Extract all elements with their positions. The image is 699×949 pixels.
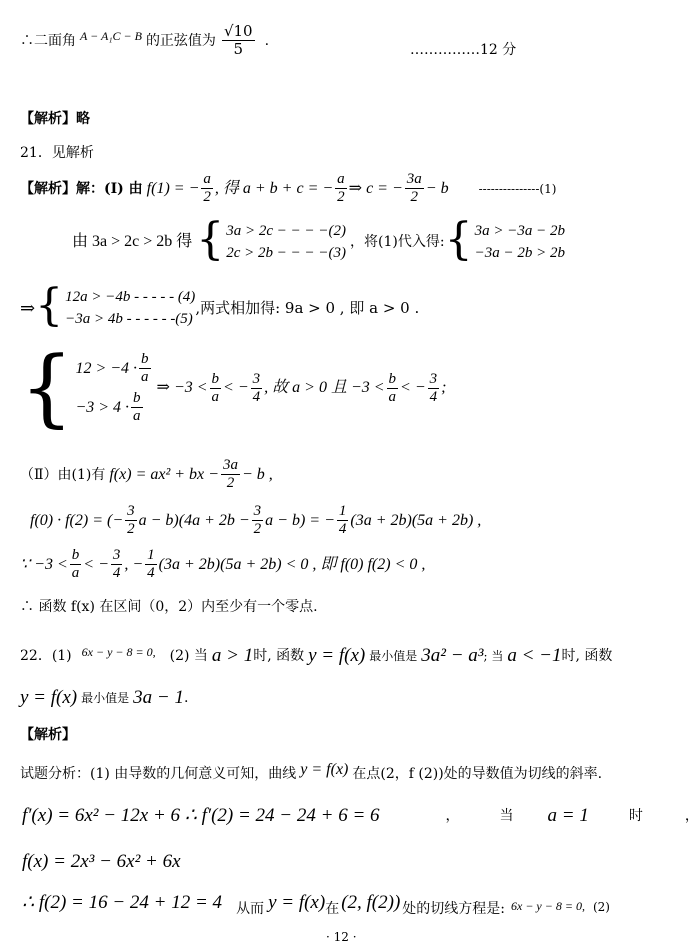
conclusion-line bbox=[20, 24, 269, 57]
q22-l4-e: 时 bbox=[628, 807, 643, 824]
q22-line4 bbox=[22, 805, 699, 826]
frac-num: b bbox=[133, 390, 141, 406]
q22-l6-e: (2, f(2)) bbox=[341, 892, 401, 913]
frac-num: 1 bbox=[338, 503, 347, 519]
q22-l4-b: ， bbox=[445, 807, 460, 824]
q21-l1-frac2 bbox=[335, 172, 347, 205]
q21-l5-pre: （Ⅱ）由(1)有 bbox=[20, 466, 106, 483]
conclusion-prefix: ∴二面角 bbox=[20, 32, 76, 49]
frac-den: 2 bbox=[253, 521, 262, 537]
q22-line5: f(x) = 2x³ − 6x² + 6x bbox=[22, 851, 181, 872]
q21-l6-d: (3a + 2b)(5a + 2b) , bbox=[350, 511, 482, 529]
system-row: 3a > −3a − 2b bbox=[474, 223, 565, 239]
q21-l4-row2 bbox=[75, 391, 152, 424]
row-expr: −3 > 4 · bbox=[75, 398, 130, 416]
q22-l1-e: y = f(x) bbox=[308, 645, 366, 666]
q21-l5-tail: − b , bbox=[241, 465, 273, 483]
q21-l1-frac3 bbox=[405, 172, 424, 205]
q21-l5-expr: f(x) = ax² + bx − bbox=[109, 465, 219, 483]
row-expr: 12 > −4 · bbox=[75, 359, 138, 377]
q21-l4-lt2: < − bbox=[400, 379, 426, 396]
q21-l7-a: ∵ −3 < bbox=[20, 555, 68, 573]
q21-l6-a: f(0) · f(2) = (− bbox=[30, 511, 124, 529]
frac-b-a-2 bbox=[387, 372, 399, 405]
q21-l4-mid: , 故 a > 0 且 −3 < bbox=[264, 379, 385, 396]
frac-b-a bbox=[210, 372, 222, 405]
q21-l7-b: < − bbox=[83, 555, 109, 573]
frac-den: 2 bbox=[203, 189, 211, 205]
q22-l6-c: y = f(x) bbox=[268, 892, 326, 913]
q22-l4-c: 当 bbox=[499, 807, 514, 824]
q22-l3-a: 试题分析：(1) 由导数的几何意义可知，曲线 bbox=[20, 766, 297, 782]
sine-value-num: √10 bbox=[223, 22, 253, 40]
frac-3-4-3 bbox=[111, 548, 123, 581]
frac-den: 2 bbox=[337, 189, 345, 205]
q22-l2-b: 最小值是 bbox=[81, 690, 130, 705]
dihedral-angle: A − A₁C − B bbox=[80, 28, 142, 43]
q22-l6-a: ∴ f(2) = 16 − 24 + 12 = 4 bbox=[22, 892, 223, 913]
q21-line4 bbox=[20, 338, 447, 437]
frac-num: 3a bbox=[406, 171, 422, 187]
sine-value bbox=[222, 24, 255, 57]
frac-den: 4 bbox=[429, 388, 438, 405]
q22-l4-f: ， bbox=[684, 807, 699, 824]
frac-num: 1 bbox=[147, 547, 155, 563]
system-row: −3a − 2b > 2b bbox=[474, 245, 565, 261]
frac-3-2-b bbox=[252, 504, 264, 537]
frac-den: 4 bbox=[252, 388, 261, 405]
frac-den: 2 bbox=[410, 189, 419, 205]
q21-heading: 21．见解析 bbox=[20, 145, 94, 161]
q21-l1-arrow: ⇒ c = − bbox=[348, 179, 403, 197]
frac-den: 4 bbox=[147, 565, 155, 581]
page-number: · 12 · bbox=[326, 930, 357, 944]
frac-num: 3 bbox=[252, 370, 261, 387]
q22-analysis-label: 【解析】 bbox=[20, 727, 76, 743]
q21-l7-d: (3a + 2b)(5a + 2b) < 0 , 即 f(0) f(2) < 0 , bbox=[158, 555, 426, 573]
q22-line1 bbox=[20, 646, 612, 665]
q21-line8: ∴ 函数 f(x) 在区间（0，2）内至少有一个零点. bbox=[20, 599, 318, 615]
left-brace-icon: { bbox=[444, 214, 473, 265]
frac-den: a bbox=[71, 565, 80, 581]
frac-num: a bbox=[203, 171, 211, 187]
frac-den: 2 bbox=[127, 521, 135, 537]
q21-l1-label: 【解析】解：(I) 由 bbox=[20, 180, 143, 197]
q21-l1-frac1 bbox=[201, 172, 213, 205]
q22-l1-b: (2) 当 bbox=[169, 647, 208, 664]
q21-l2-pre: 由 3a > 2c > 2b 得 bbox=[72, 233, 193, 250]
frac-1-4-b bbox=[145, 548, 157, 581]
q21-line1 bbox=[20, 172, 556, 205]
frac-3a-2 bbox=[221, 458, 240, 491]
frac-den: 4 bbox=[338, 521, 347, 537]
frac-3-4-2 bbox=[428, 372, 440, 405]
left-brace-icon: { bbox=[196, 214, 225, 265]
frac-num: a bbox=[337, 171, 345, 187]
q22-number: 22．(1) bbox=[20, 647, 72, 664]
q22-l1-g: 3a² − a³ bbox=[421, 645, 484, 666]
frac-num: b bbox=[141, 351, 149, 367]
q21-l3-arrow: ⇒ bbox=[20, 298, 36, 318]
q21-l6-c: a − b) = − bbox=[265, 511, 335, 529]
q22-eq1: 6x − y − 8 = 0, bbox=[81, 644, 156, 659]
q22-l3-c: 在点(2，f (2))处的导数值为切线的斜率. bbox=[352, 766, 603, 782]
q21-l6-b: a − b)(4a + 2b − bbox=[138, 511, 250, 529]
q21-l1-mid: , 得 a + b + c = − bbox=[214, 179, 334, 197]
left-brace-icon: { bbox=[20, 338, 74, 437]
score-note: ……………12 分 bbox=[410, 42, 517, 58]
q22-l6-d: 在 bbox=[325, 900, 340, 917]
q22-l3-b: y = f(x) bbox=[300, 761, 349, 778]
q21-l1-expr1: f(1) = − bbox=[146, 179, 200, 197]
frac-den: a bbox=[141, 369, 149, 385]
frac-b-a-3 bbox=[70, 548, 82, 581]
frac-den: 4 bbox=[112, 565, 121, 581]
q21-l1-note: ---------------(1) bbox=[478, 181, 557, 196]
q22-l6-f: 处的切线方程是: bbox=[402, 900, 505, 917]
frac-den: a bbox=[133, 408, 141, 424]
q21-l4-imp: ⇒ −3 < bbox=[156, 379, 208, 396]
q21-l4-end: ; bbox=[441, 379, 447, 396]
q21-system-b bbox=[444, 214, 565, 265]
sine-value-den: 5 bbox=[233, 40, 244, 58]
frac-3-2 bbox=[125, 504, 137, 537]
frac-num: b bbox=[71, 547, 80, 563]
q21-line7 bbox=[20, 548, 425, 581]
frac-num: 3 bbox=[127, 503, 135, 519]
q22-line3 bbox=[20, 761, 603, 782]
system-row: 3a > 2c − − − −(2) bbox=[226, 223, 347, 239]
left-brace-icon: { bbox=[35, 280, 64, 331]
q22-l4-a: f′(x) = 6x² − 12x + 6 ∴ f′(2) = 24 − 24 + 6 = 6 bbox=[22, 805, 380, 826]
q21-line6 bbox=[30, 504, 481, 537]
system-row: 2c > 2b − − − −(3) bbox=[226, 245, 347, 261]
frac-den: a bbox=[388, 388, 397, 405]
frac-num: 3 bbox=[112, 547, 121, 563]
q22-l1-d: 时, 函数 bbox=[253, 647, 305, 664]
q21-l1-tail: − b bbox=[425, 179, 449, 197]
q22-l1-h: ; 当 bbox=[483, 648, 504, 663]
frac-3-4 bbox=[251, 372, 263, 405]
q22-l2-d: . bbox=[183, 689, 189, 706]
q22-l2-a: y = f(x) bbox=[20, 687, 78, 708]
frac-num: 3 bbox=[429, 370, 438, 387]
q22-l1-j: 时, 函数 bbox=[561, 647, 613, 664]
q21-line2 bbox=[72, 214, 565, 265]
conclusion-end: . bbox=[264, 32, 270, 49]
frac-1-4 bbox=[337, 504, 349, 537]
q22-l6-g: 6x − y − 8 = 0, bbox=[511, 898, 585, 913]
q21-system-a bbox=[196, 214, 347, 265]
q21-l3-tail: ,两式相加得: 9a > 0 , 即 a > 0 . bbox=[195, 298, 420, 317]
q21-l2-mid: ，将(1)代入得: bbox=[350, 234, 445, 250]
q21-line5 bbox=[20, 458, 273, 491]
analysis-brief: 【解析】略 bbox=[20, 111, 90, 127]
system-row: −3a > 4b - - - - - -(5) bbox=[65, 311, 193, 327]
frac-num: b bbox=[211, 370, 220, 387]
q22-l4-d: a = 1 bbox=[547, 805, 589, 826]
q21-l7-c: , − bbox=[124, 555, 144, 573]
system-row: 12a > −4b - - - - - (4) bbox=[65, 289, 196, 305]
frac-num: 3 bbox=[253, 503, 262, 519]
frac-num: 3a bbox=[222, 457, 238, 473]
conclusion-mid: 的正弦值为 bbox=[145, 32, 216, 49]
q22-line2 bbox=[20, 688, 188, 707]
q21-line3 bbox=[20, 280, 420, 331]
q22-l6-h: (2) bbox=[592, 899, 610, 914]
frac-num: b bbox=[388, 370, 397, 387]
q22-l1-f: 最小值是 bbox=[369, 648, 418, 663]
q22-l6-b: 从而 bbox=[236, 900, 265, 917]
frac-den: a bbox=[211, 388, 220, 405]
q22-line6 bbox=[22, 892, 610, 917]
q21-system-c bbox=[35, 280, 196, 331]
q22-l1-c: a > 1 bbox=[211, 645, 254, 666]
q21-l4-row1 bbox=[75, 352, 152, 385]
q22-l1-i: a < −1 bbox=[507, 645, 562, 666]
q21-l4-lt: < − bbox=[223, 379, 249, 396]
frac-den: 2 bbox=[226, 475, 235, 491]
q22-l2-c: 3a − 1 bbox=[133, 687, 184, 708]
